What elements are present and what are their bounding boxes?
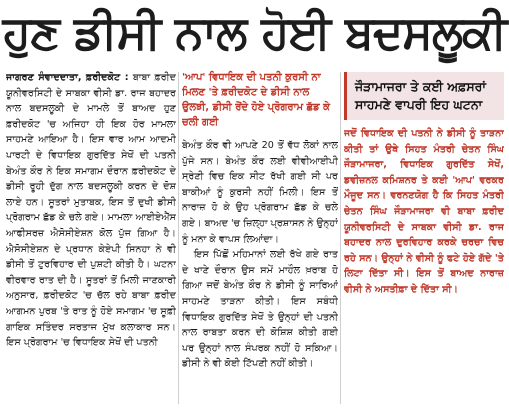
left-column bbox=[6, 70, 176, 406]
middle-column-paragraph-1: ਬੇਅੰਤ ਕੌਰ ਵੀ ਆਪਣੇ 20 ਤੋਂ ਵੱਧ ਲੋਕਾਂ ਨਾਲ ਪੁੱਜੇ ਸਨ। ਬੇਅੰਤ ਕੌਰ ਲਈ ਵੀਵੀਆਈਪੀ ਸ੍ਰੇਣੀ ਵਿਚ ਇਕ ਸੀਟ ਰੱਖੀ ਗਈ ਸੀ ਪਰ ਬਾਕੀਆਂ ਨੂੰ ਕੁਰਸੀ ਨਹੀਂ ਮਿਲੀ। ਇਸ ਤੋਂ ਨਾਰਾਜ਼ ਹੋ ਕੇ ਉਹ ਪ੍ਰੋਗਰਾਮ ਛੱਡ ਕੇ ਚਲੇ ਗਏ। ਬਾਅਦ 'ਚ ਜ਼ਿਲ੍ਹਾ ਪ੍ਰਸ਼ਾਸਨ ਨੇ ਉਨ੍ਹਾਂ ਨੂੰ ਮਨਾ ਕੇ ਵਾਪਸ ਲਿਆਂਦਾ। bbox=[182, 140, 338, 245]
byline: ਜਾਗਰਣ ਸੰਵਾਦਦਾਤਾ, ਫ਼ਰੀਦਕੋਟ : bbox=[6, 72, 129, 83]
middle-column-paragraph-2: ਇਸ ਪਿੱਛੋਂ ਮਹਿਮਾਨਾਂ ਲਈ ਰੱਖੇ ਗਏ ਰਾਤ ਦੇ ਖਾਣੇ ਦੌਰਾਨ ਉਸ ਸਮੇਂ ਮਾਹੌਲ ਖ਼ਰਾਬ ਹੋ ਗਿਆ ਜਦੋਂ ਬੇਅੰਤ ਕੌਰ ਨੇ ਡੀਸੀ ਨੂੰ ਸਾਰਿਆਂ ਸਾਹਮਣੇ ਤਾੜਨਾ ਕੀਤੀ। ਇਸ ਸਬੰਧੀ ਵਿਧਾਇਕ ਗੁਰਦਿੱਤ ਸੇਖੋਂ ਤੇ ਉਨ੍ਹਾਂ ਦੀ ਪਤਨੀ ਨਾਲ ਰਾਬਤਾ ਕਰਨ ਦੀ ਕੋਸ਼ਿਸ਼ ਕੀਤੀ ਗਈ ਪਰ ਉਨ੍ਹਾਂ ਨਾਲ ਸੰਪਰਕ ਨਹੀਂ ਹੋ ਸਕਿਆ। ਡੀਸੀ ਨੇ ਵੀ ਕੋਈ ਟਿੱਪਣੀ ਨਹੀਂ ਕੀਤੀ। bbox=[182, 249, 338, 370]
subheadline: 'ਆਪ' ਵਿਧਾਇਕ ਦੀ ਪਤਨੀ ਕੁਰਸੀ ਨਾ ਮਿਲਣ 'ਤੇ ਫ਼ਰੀਦਕੋਟ ਦੇ ਡੀਸੀ ਨਾਲ ਉਲਝੀ, ਡੀਸੀ ਰੋਂਦੇ ਹੋਏ ਪ੍ਰੋਗਰਾਮ ਛੱਡ ਕੇ ਚਲੀ ਗਈ bbox=[182, 72, 330, 128]
left-column-body: ਬਾਬਾ ਫ਼ਰੀਦ ਯੂਨੀਵਰਸਿਟੀ ਦੇ ਸਾਬਕਾ ਵੀਸੀ ਡਾ. ਰਾਜ ਬਹਾਦਰ ਨਾਲ ਬਦਸਲੂਕੀ ਦੇ ਮਾਮਲੇ ਤੋਂ ਬਾਅਦ ਹੁਣ ਫ਼ਰੀਦਕੋਟ 'ਚ ਅਜਿਹਾ ਹੀ ਇਕ ਹੋਰ ਮਾਮਲਾ ਸਾਹਮਣੇ ਆਇਆ ਹੈ। ਇਸ ਵਾਰ ਆਮ ਆਦਮੀ ਪਾਰਟੀ ਦੇ ਵਿਧਾਇਕ ਗੁਰਦਿੱਤ ਸੇਖੋਂ ਦੀ ਪਤਨੀ ਬੇਅੰਤ ਕੌਰ ਨੇ ਇਕ ਸਮਾਗਮ ਦੌਰਾਨ ਫ਼ਰੀਦਕੋਟ ਦੇ ਡੀਸੀ ਰੂਹੀ ਦੁੱਗ ਨਾਲ ਬਦਸਲੂਕੀ ਕਰਨ ਦੇ ਦੋਸ਼ ਲਾਏ ਹਨ। ਸੂਤਰਾਂ ਮੁਤਾਬਕ, ਇਸ ਤੋਂ ਦੁਖੀ ਡੀਸੀ ਪ੍ਰੋਗਰਾਮ ਛੱਡ ਕੇ ਚਲੇ ਗਏ। ਮਾਮਲਾ ਆਈਏਐੱਸ ਆਫੀਸਰਜ਼ ਐਸੋਸੀਏਸ਼ਨ ਕੋਲ ਪੁੱਜ ਗਿਆ ਹੈ। ਐਸੋਸੀਏਸ਼ਨ ਦੇ ਪ੍ਰਧਾਨ ਕੇਏਪੀ ਸਿਨਹਾ ਨੇ ਵੀ ਡੀਸੀ ਤੋਂ ਟੁਰਵਿਹਾਰ ਦੀ ਪੁਸ਼ਟੀ ਕੀਤੀ ਹੈ। ਘਟਨਾ ਵੀਰਵਾਰ ਰਾਤ ਦੀ ਹੈ। ਸੂਤਰਾਂ ਤੋਂ ਮਿਲੀ ਜਾਣਕਾਰੀ ਅਨੁਸਾਰ, ਫ਼ਰੀਦਕੋਟ 'ਚ ਚੱਲ ਰਹੇ ਬਾਬਾ ਫ਼ਰੀਦ ਆਗਮਨ ਪੁਰਬ 'ਤੇ ਰਾਤ ਨੂੰ ਹੋਏ ਸਮਾਗਮ 'ਚ ਸੂਫ਼ੀ ਗਾਇਕ ਸਤਿੰਦਰ ਸਰਤਾਜ ਮੁੱਖ ਕਲਾਕਾਰ ਸਨ। ਇਸ ਪ੍ਰੋਗਰਾਮ 'ਚ ਵਿਧਾਇਕ ਸੇਖੋਂ ਦੀ ਪਤਨੀ bbox=[6, 72, 176, 349]
sidebar-box-body: ਜਦੋਂ ਵਿਧਾਇਕ ਦੀ ਪਤਨੀ ਨੇ ਡੀਸੀ ਨੂੰ ਤਾੜਨਾ ਕੀਤੀ ਤਾਂ ਉਥੇ ਸਿਹਤ ਮੰਤਰੀ ਚੇਤਨ ਸਿੰਘ ਜੌੜਾਮਾਜਰਾ, ਵਿਧਾਇਕ ਗੁਰਦਿੱਤ ਸੇਖੋਂ, ਡਵੀਜ਼ਨਲ ਕਮਿਸ਼ਨਰ ਤੇ ਕਈ 'ਆਪ' ਵਰਕਰ ਮੌਜੂਦ ਸਨ। ਵਰਨਣਯੋਗ ਹੈ ਕਿ ਸਿਹਤ ਮੰਤਰੀ ਚੇਤਨ ਸਿੰਘ ਜੌੜਾਮਾਜਰਾ ਵੀ ਬਾਬਾ ਫ਼ਰੀਦ ਯੂਨੀਵਰਸਿਟੀ ਦੇ ਸਾਬਕਾ ਵੀਸੀ ਡਾ. ਰਾਜ ਬਹਾਦਰ ਨਾਲ ਦੁਰਵਿਹਾਰ ਕਰਕੇ ਚਰਚਾ ਵਿਚ ਰਹੇ ਸਨ। ਉਨ੍ਹਾਂ ਨੇ ਵੀਸੀ ਨੂੰ ਫਟੇ ਹੋਏ ਗੱਦੇ 'ਤੇ ਲਿਟਾ ਦਿੱਤਾ ਸੀ। ਇਸ ਤੋਂ ਬਾਅਦ ਨਾਰਾਜ਼ ਵੀਸੀ ਨੇ ਅਸਤੀਫ਼ਾ ਦੇ ਦਿੱਤਾ ਸੀ। bbox=[344, 128, 504, 295]
sidebar-box-title: ਜੌੜਾਮਾਜਰਾ ਤੇ ਕਈ ਅਫ਼ਸਰਾਂ ਸਾਹਮਣੇ ਵਾਪਰੀ ਇਹ ਘਟਨਾ bbox=[344, 72, 504, 120]
column-divider bbox=[178, 72, 179, 404]
sidebar-box bbox=[344, 72, 504, 404]
headline: ਹੁਣ ਡੀਸੀ ਨਾਲ ਹੋਈ ਬਦਸਲੂਕੀ bbox=[2, 5, 507, 59]
middle-column bbox=[182, 70, 338, 406]
column-divider bbox=[340, 72, 341, 404]
